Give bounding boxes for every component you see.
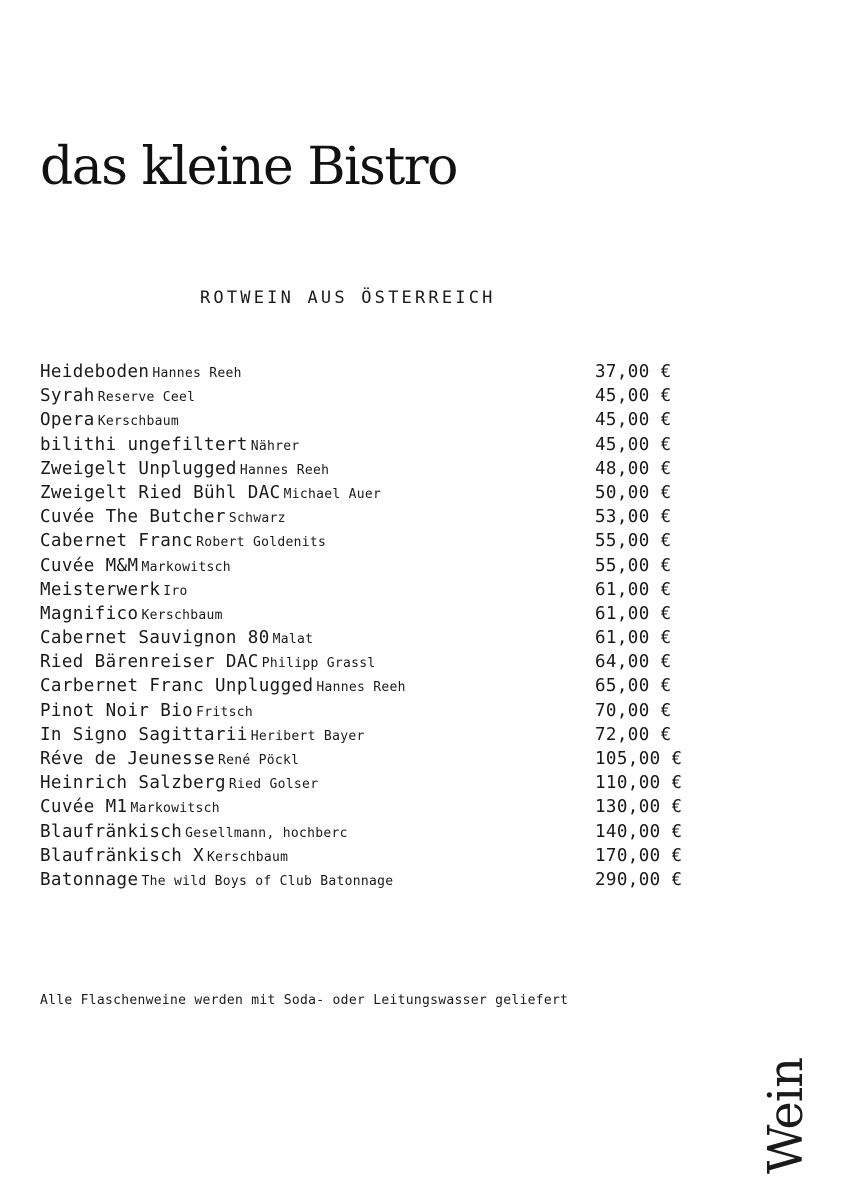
wine-price: 70,00 € — [595, 700, 672, 721]
wine-name: Heinrich Salzberg — [40, 773, 226, 794]
wine-producer: Fritsch — [196, 704, 253, 720]
wine-row — [40, 747, 760, 771]
wine-price: 55,00 € — [595, 531, 672, 552]
wine-price: 65,00 € — [595, 676, 672, 697]
wine-producer: The wild Boys of Club Batonnage — [141, 873, 394, 889]
wine-row — [40, 481, 760, 505]
wine-name: Ried Bärenreiser DAC — [40, 652, 259, 673]
wine-price: 290,00 € — [595, 869, 683, 890]
wine-row — [40, 771, 760, 795]
wine-producer: Hannes Reeh — [239, 462, 330, 478]
wine-producer: Philipp Grassl — [261, 656, 376, 672]
wine-price: 72,00 € — [595, 724, 672, 745]
wine-price: 45,00 € — [595, 434, 672, 455]
wine-name: Cuvée M&M — [40, 555, 139, 576]
wine-producer: Kerschbaum — [97, 414, 179, 430]
wine-producer: René Pöckl — [217, 753, 300, 768]
wine-name: Cabernet Franc — [40, 531, 194, 552]
wine-name: Meisterwerk — [40, 579, 161, 600]
wine-price: 48,00 € — [595, 458, 672, 479]
wine-producer: Malat — [272, 632, 314, 648]
wine-producer: Heribert Bayer — [250, 728, 365, 744]
wine-producer: Reserve Ceel — [97, 390, 196, 406]
wine-row — [40, 384, 760, 408]
wine-producer: Nährer — [250, 438, 300, 454]
wine-producer: Gesellmann, hochberc — [185, 825, 348, 841]
wine-price: 130,00 € — [595, 797, 683, 818]
wine-row — [40, 674, 760, 698]
wine-price: 140,00 € — [595, 821, 683, 842]
wine-producer: Michael Auer — [283, 486, 382, 502]
wine-producer: Markowitsch — [141, 559, 231, 575]
wine-producer: Kerschbaum — [207, 849, 289, 865]
side-label: Wein — [758, 1057, 814, 1175]
wine-price: 61,00 € — [595, 603, 672, 624]
wine-producer: Hannes Reeh — [316, 680, 406, 696]
footnote: Alle Flaschenweine werden mit Soda- oder Leitungswasser geliefert — [40, 993, 569, 1008]
wine-row — [40, 529, 760, 553]
wine-name: bilithi ungefiltert — [40, 434, 248, 455]
wine-producer: Schwarz — [228, 511, 286, 527]
wine-producer: Hannes Reeh — [152, 366, 242, 381]
section-heading: ROTWEIN AUS ÖSTERREICH — [200, 288, 496, 308]
wine-row — [40, 408, 760, 432]
wine-row — [40, 505, 760, 529]
wine-price: 105,00 € — [595, 749, 683, 769]
wine-price: 170,00 € — [595, 845, 683, 866]
wine-name: Zweigelt Unplugged — [40, 458, 237, 479]
wine-row — [40, 578, 760, 602]
wine-name: Zweigelt Ried Bühl DAC — [40, 482, 281, 503]
wine-name: Pinot Noir Bio — [40, 700, 194, 721]
wine-price: 37,00 € — [595, 362, 672, 382]
menu-title: das kleine Bistro — [40, 137, 457, 197]
wine-row — [40, 626, 760, 650]
wine-row — [40, 433, 760, 457]
wine-row — [40, 699, 760, 723]
wine-list — [40, 360, 760, 892]
wine-name: Cuvée The Butcher — [40, 507, 226, 528]
wine-price: 50,00 € — [595, 482, 672, 503]
wine-row — [40, 554, 760, 578]
wine-price: 45,00 € — [595, 410, 672, 431]
wine-name: Batonnage — [40, 869, 139, 890]
wine-price: 64,00 € — [595, 652, 672, 673]
wine-row — [40, 457, 760, 481]
wine-row — [40, 795, 760, 819]
wine-name: Heideboden — [40, 362, 150, 382]
wine-price: 45,00 € — [595, 386, 672, 407]
wine-name: Syrah — [40, 386, 95, 407]
wine-row — [40, 820, 760, 844]
wine-name: Magnifico — [40, 603, 139, 624]
wine-price: 53,00 € — [595, 507, 672, 528]
wine-name: Blaufränkisch X — [40, 845, 205, 866]
wine-name: Réve de Jeunesse — [40, 749, 215, 769]
wine-price: 61,00 € — [595, 579, 672, 600]
wine-row — [40, 602, 760, 626]
wine-name: Blaufränkisch — [40, 821, 183, 842]
wine-name: Carbernet Franc Unplugged — [40, 676, 314, 697]
wine-producer: Robert Goldenits — [196, 535, 327, 551]
wine-name: In Signo Sagittarii — [40, 724, 248, 745]
wine-name: Opera — [40, 410, 95, 431]
wine-row — [40, 868, 760, 892]
wine-price: 61,00 € — [595, 628, 672, 649]
wine-row — [40, 844, 760, 868]
wine-producer: Iro — [163, 583, 188, 599]
wine-name: Cuvée M1 — [40, 797, 128, 818]
wine-row — [40, 360, 760, 384]
wine-producer: Kerschbaum — [141, 607, 223, 623]
wine-producer: Ried Golser — [228, 777, 319, 793]
wine-row — [40, 650, 760, 674]
wine-row — [40, 723, 760, 747]
wine-price: 110,00 € — [595, 773, 683, 794]
wine-producer: Markowitsch — [130, 801, 220, 817]
wine-price: 55,00 € — [595, 555, 672, 576]
wine-name: Cabernet Sauvignon 80 — [40, 628, 270, 649]
